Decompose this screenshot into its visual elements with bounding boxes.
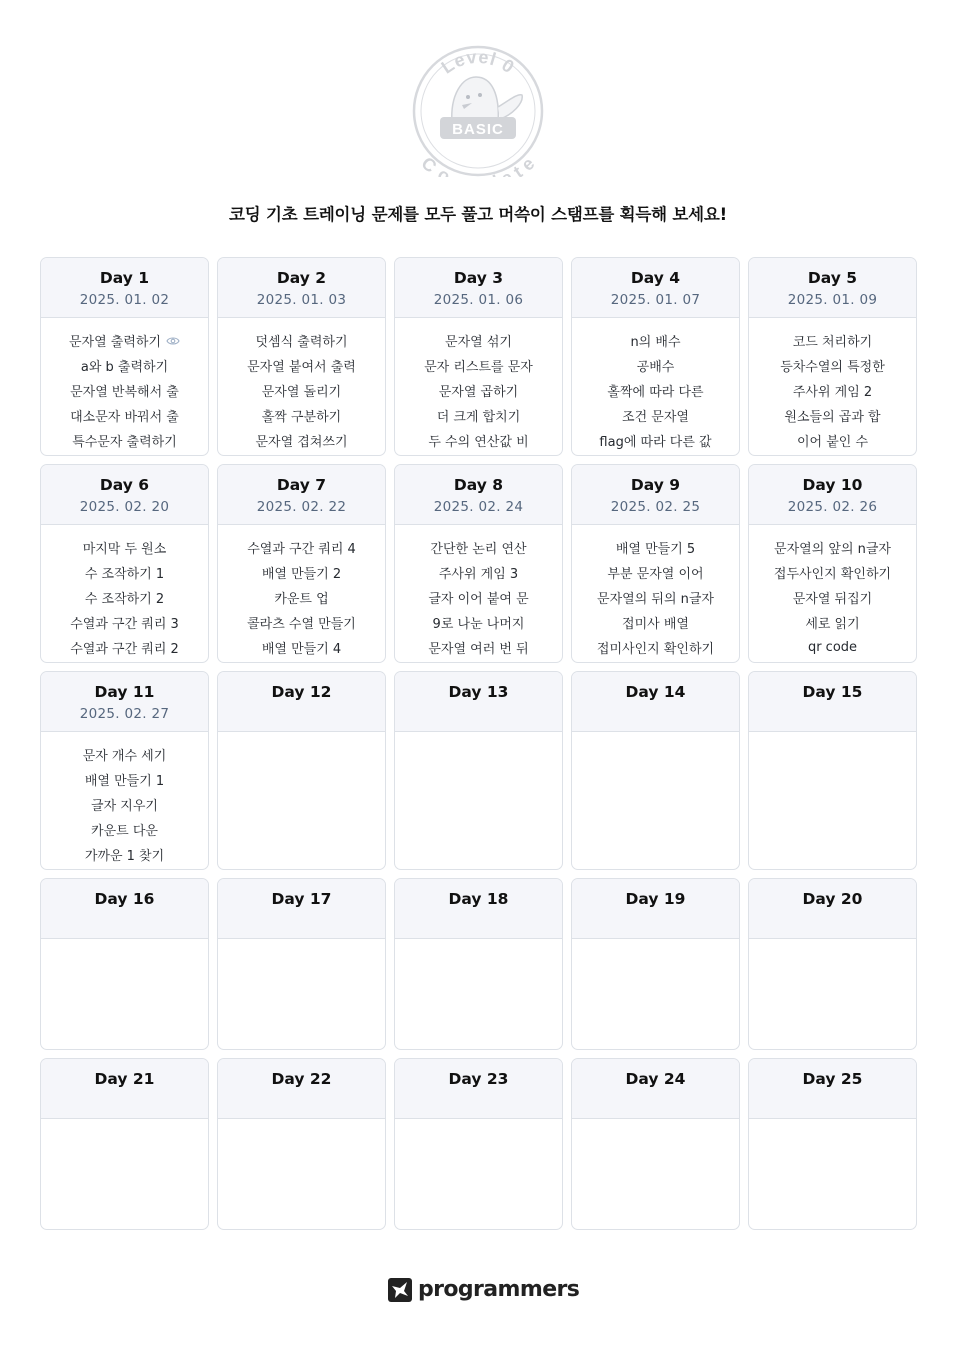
problem-list [572, 732, 739, 742]
day-card[interactable] [217, 878, 386, 1050]
day-card-header [572, 879, 739, 939]
problem-link[interactable] [41, 378, 208, 403]
day-title: Day 9 [630, 476, 681, 494]
day-card-header [749, 465, 916, 525]
day-card[interactable] [748, 1058, 917, 1230]
day-card-header [218, 1059, 385, 1119]
problem-list [572, 939, 739, 949]
programmers-logo[interactable] [388, 1276, 579, 1303]
day-title: Day 8 [453, 476, 504, 494]
problem-title: 수 조작하기 1 [84, 567, 165, 582]
problem-title: 배열 만들기 4 [261, 642, 342, 657]
problem-title: 문자열 겹쳐쓰기 [255, 435, 348, 450]
day-card-header [218, 879, 385, 939]
problem-link[interactable] [572, 535, 739, 560]
problem-link[interactable] [41, 767, 208, 792]
problem-link[interactable] [218, 585, 385, 610]
problem-list [749, 1119, 916, 1129]
problem-link[interactable] [218, 328, 385, 353]
day-date: 2025. 01. 03 [256, 292, 347, 308]
day-title: Day 3 [453, 269, 504, 287]
problem-title: 수열과 구간 쿼리 2 [70, 642, 179, 657]
problem-title: qr code [807, 640, 858, 655]
problem-list [749, 939, 916, 949]
day-title: Day 16 [94, 890, 155, 908]
problem-list [572, 1119, 739, 1129]
problem-title: 9로 나눈 나머지 [432, 617, 525, 632]
problem-list [41, 1119, 208, 1129]
problem-title: 문자 개수 세기 [82, 749, 167, 764]
problem-link[interactable] [41, 560, 208, 585]
day-card-header [395, 258, 562, 318]
problem-link[interactable] [41, 353, 208, 378]
problem-title: 글자 이어 붙여 문 [428, 592, 529, 607]
day-card[interactable] [217, 464, 386, 663]
day-card-header [41, 879, 208, 939]
problem-title: 카운트 업 [274, 592, 329, 607]
problem-link[interactable] [572, 560, 739, 585]
problem-list [395, 939, 562, 949]
problem-link[interactable] [218, 635, 385, 660]
problem-title: 접미사인지 확인하기 [596, 642, 715, 657]
problem-link[interactable] [41, 328, 208, 353]
problem-link[interactable] [749, 535, 916, 560]
problem-link[interactable] [572, 378, 739, 403]
problem-link[interactable] [395, 328, 562, 353]
day-title: Day 20 [802, 890, 863, 908]
problem-link[interactable] [218, 610, 385, 635]
problem-link[interactable] [572, 353, 739, 378]
problem-list [218, 318, 385, 453]
problem-list [41, 318, 208, 453]
problem-link[interactable] [218, 560, 385, 585]
problem-title: 콜라츠 수열 만들기 [247, 617, 356, 632]
problem-title: 조건 문자열 [622, 410, 689, 425]
problem-title: n의 배수 [630, 335, 681, 350]
problem-title: 주사위 게임 2 [792, 385, 873, 400]
problem-title: 마지막 두 원소 [82, 542, 167, 557]
problem-link[interactable] [41, 403, 208, 428]
problem-title: 세로 읽기 [805, 617, 860, 632]
problem-link[interactable] [395, 585, 562, 610]
day-title: Day 21 [94, 1070, 155, 1088]
problem-list [749, 318, 916, 453]
day-title: Day 2 [276, 269, 327, 287]
day-title: Day 18 [448, 890, 509, 908]
day-card-header [395, 672, 562, 732]
day-date: 2025. 02. 26 [787, 499, 878, 515]
problem-link[interactable] [41, 585, 208, 610]
problem-link[interactable] [572, 403, 739, 428]
day-card-header [41, 672, 208, 732]
problem-title: 주사위 게임 3 [438, 567, 519, 582]
brand-name: programmers [418, 1276, 580, 1302]
day-card[interactable] [40, 878, 209, 1050]
day-title: Day 4 [630, 269, 681, 287]
problem-link[interactable] [749, 610, 916, 635]
problem-link[interactable] [749, 403, 916, 428]
day-card[interactable] [394, 878, 563, 1050]
day-card[interactable] [571, 257, 740, 456]
day-card[interactable] [571, 671, 740, 870]
problem-link[interactable] [749, 428, 916, 453]
day-card[interactable] [748, 257, 917, 456]
day-card-header [218, 258, 385, 318]
day-card[interactable] [217, 671, 386, 870]
day-title: Day 14 [625, 683, 686, 701]
problem-title: 문자열 반복해서 출 [70, 385, 179, 400]
problem-title: a와 b 출력하기 [80, 360, 169, 375]
day-date: 2025. 01. 09 [787, 292, 878, 308]
day-date: 2025. 02. 24 [433, 499, 524, 515]
problem-list [395, 732, 562, 742]
day-card-header [395, 1059, 562, 1119]
day-title: Day 10 [802, 476, 863, 494]
day-card-header [572, 465, 739, 525]
day-title: Day 24 [625, 1070, 686, 1088]
day-card-header [218, 465, 385, 525]
day-title: Day 25 [802, 1070, 863, 1088]
problem-title: 수열과 구간 쿼리 4 [247, 542, 356, 557]
problem-title: 두 수의 연산값 비 [428, 435, 529, 450]
day-date: 2025. 02. 20 [79, 499, 170, 515]
problem-link[interactable] [218, 378, 385, 403]
problem-list [41, 525, 208, 660]
day-card[interactable] [394, 1058, 563, 1230]
problem-title: flag에 따라 다른 값 [599, 435, 712, 450]
day-card-header [749, 879, 916, 939]
problem-link[interactable] [749, 560, 916, 585]
problem-title: 홀짝에 따라 다른 [607, 385, 704, 400]
problem-link[interactable] [572, 585, 739, 610]
day-title: Day 1 [99, 269, 150, 287]
problem-link[interactable] [395, 403, 562, 428]
day-card[interactable] [40, 671, 209, 870]
problem-link[interactable] [749, 635, 916, 660]
problem-list [218, 939, 385, 949]
problem-link[interactable] [41, 742, 208, 767]
problem-title: 문자 리스트를 문자 [424, 360, 533, 375]
problem-link[interactable] [41, 428, 208, 453]
problem-title: 홀짝 구분하기 [261, 410, 342, 425]
day-date: 2025. 01. 06 [433, 292, 524, 308]
day-title: Day 19 [625, 890, 686, 908]
problem-link[interactable] [41, 792, 208, 817]
problem-title: 덧셈식 출력하기 [255, 335, 348, 350]
problem-title: 문자열 붙여서 출력 [247, 360, 356, 375]
problem-title: 문자열 여러 번 뒤 [428, 642, 529, 657]
day-card[interactable] [40, 257, 209, 456]
day-card[interactable] [571, 1058, 740, 1230]
mascot-stamp-icon [412, 45, 544, 177]
day-card-header [749, 1059, 916, 1119]
problem-title: 문자열 뒤집기 [792, 592, 873, 607]
problem-title: 원소들의 곱과 합 [784, 410, 881, 425]
problem-title: 배열 만들기 5 [615, 542, 696, 557]
problem-title: 접두사인지 확인하기 [773, 567, 892, 582]
eye-icon[interactable] [166, 336, 180, 346]
problem-link[interactable] [572, 428, 739, 453]
stamp-badge: BASIC [452, 121, 504, 138]
problem-title: 가까운 1 찾기 [84, 849, 165, 864]
problem-title: 문자열의 뒤의 n글자 [597, 592, 714, 607]
svg-text:Level 0 [438, 47, 519, 78]
day-title: Day 17 [271, 890, 332, 908]
day-card-header [218, 672, 385, 732]
day-date: 2025. 02. 25 [610, 499, 701, 515]
day-card-header [749, 258, 916, 318]
problem-link[interactable] [395, 635, 562, 660]
problem-title: 문자열 곱하기 [438, 385, 519, 400]
problem-title: 문자열의 앞의 n글자 [774, 542, 891, 557]
problem-link[interactable] [572, 610, 739, 635]
problem-link[interactable] [218, 535, 385, 560]
problem-link[interactable] [41, 817, 208, 842]
problem-link[interactable] [395, 535, 562, 560]
problem-title: 공배수 [636, 360, 675, 375]
day-title: Day 12 [271, 683, 332, 701]
day-card[interactable] [571, 878, 740, 1050]
problem-title: 이어 붙인 수 [796, 435, 869, 450]
problem-title: 수열과 구간 쿼리 3 [70, 617, 179, 632]
programmers-logo-icon [388, 1278, 412, 1302]
problem-link[interactable] [218, 403, 385, 428]
problem-title: 문자열 돌리기 [261, 385, 342, 400]
day-card-header [749, 672, 916, 732]
problem-link[interactable] [395, 428, 562, 453]
problem-link[interactable] [749, 585, 916, 610]
day-card-header [395, 465, 562, 525]
problem-title: 배열 만들기 1 [84, 774, 165, 789]
problem-title: 수 조작하기 2 [84, 592, 165, 607]
problem-title: 문자열 섞기 [445, 335, 512, 350]
day-card[interactable] [394, 257, 563, 456]
day-card[interactable] [217, 1058, 386, 1230]
day-title: Day 11 [94, 683, 155, 701]
day-card[interactable] [394, 464, 563, 663]
problem-title: 글자 지우기 [91, 799, 158, 814]
problem-title: 부분 문자열 이어 [607, 567, 704, 582]
problem-link[interactable] [41, 635, 208, 660]
problem-title: 배열 만들기 2 [261, 567, 342, 582]
day-date: 2025. 02. 27 [79, 706, 170, 722]
day-card-header [41, 465, 208, 525]
problem-title: 대소문자 바꿔서 출 [70, 410, 179, 425]
day-card-header [572, 258, 739, 318]
problem-list [572, 525, 739, 660]
day-card-header [395, 879, 562, 939]
problem-link[interactable] [395, 610, 562, 635]
svg-text:Complete [417, 153, 539, 177]
day-date: 2025. 02. 22 [256, 499, 347, 515]
day-card-header [41, 1059, 208, 1119]
problem-link[interactable] [218, 353, 385, 378]
stamp-bottom-text: Co te [417, 152, 540, 177]
problem-list [395, 318, 562, 453]
problem-link[interactable] [572, 635, 739, 660]
problem-link[interactable] [395, 560, 562, 585]
problem-link[interactable] [395, 353, 562, 378]
day-title: Day 22 [271, 1070, 332, 1088]
day-date: 2025. 01. 07 [610, 292, 701, 308]
problem-link[interactable] [749, 328, 916, 353]
problem-title: 간단한 논리 연산 [430, 542, 527, 557]
day-card-header [41, 258, 208, 318]
day-card[interactable] [40, 1058, 209, 1230]
problem-list [572, 318, 739, 453]
problem-list [41, 939, 208, 949]
problem-title: 카운트 다운 [91, 824, 158, 839]
problem-list [218, 525, 385, 660]
problem-title: 문자열 출력하기 [68, 335, 162, 350]
day-card[interactable] [748, 464, 917, 663]
day-date: 2025. 01. 02 [79, 292, 170, 308]
day-card[interactable] [571, 464, 740, 663]
problem-link[interactable] [572, 328, 739, 353]
problem-title: 특수문자 출력하기 [72, 435, 177, 450]
day-title: Day 23 [448, 1070, 509, 1088]
problem-list [749, 525, 916, 660]
day-card[interactable] [217, 257, 386, 456]
problem-list [218, 732, 385, 742]
day-card[interactable] [394, 671, 563, 870]
day-title: Day 15 [802, 683, 863, 701]
problem-list [41, 732, 208, 867]
problem-link[interactable] [41, 610, 208, 635]
day-card-header [572, 1059, 739, 1119]
day-title: Day 7 [276, 476, 327, 494]
problem-title: 접미사 배열 [622, 617, 689, 632]
day-card[interactable] [748, 671, 917, 870]
problem-list [218, 1119, 385, 1129]
day-card[interactable] [40, 464, 209, 663]
problem-link[interactable] [749, 378, 916, 403]
problem-title: 더 크게 합치기 [436, 410, 521, 425]
day-title: Day 5 [807, 269, 858, 287]
problem-list [395, 1119, 562, 1129]
day-title: Day 6 [99, 476, 150, 494]
problem-link[interactable] [218, 428, 385, 453]
problem-list [395, 525, 562, 660]
problem-link[interactable] [395, 378, 562, 403]
page-title: 코딩 기초 트레이닝 문제를 모두 풀고 머쓱이 스탬프를 획득해 보세요! [229, 205, 727, 224]
day-card-header [572, 672, 739, 732]
problem-link[interactable] [749, 353, 916, 378]
problem-title: 코드 처리하기 [792, 335, 873, 350]
day-title: Day 13 [448, 683, 509, 701]
stamp-top-text: Level 0 [437, 46, 519, 78]
problem-link[interactable] [41, 842, 208, 867]
day-card[interactable] [748, 878, 917, 1050]
problem-list [749, 732, 916, 742]
problem-title: 등차수열의 특정한 [780, 360, 885, 375]
problem-link[interactable] [41, 535, 208, 560]
